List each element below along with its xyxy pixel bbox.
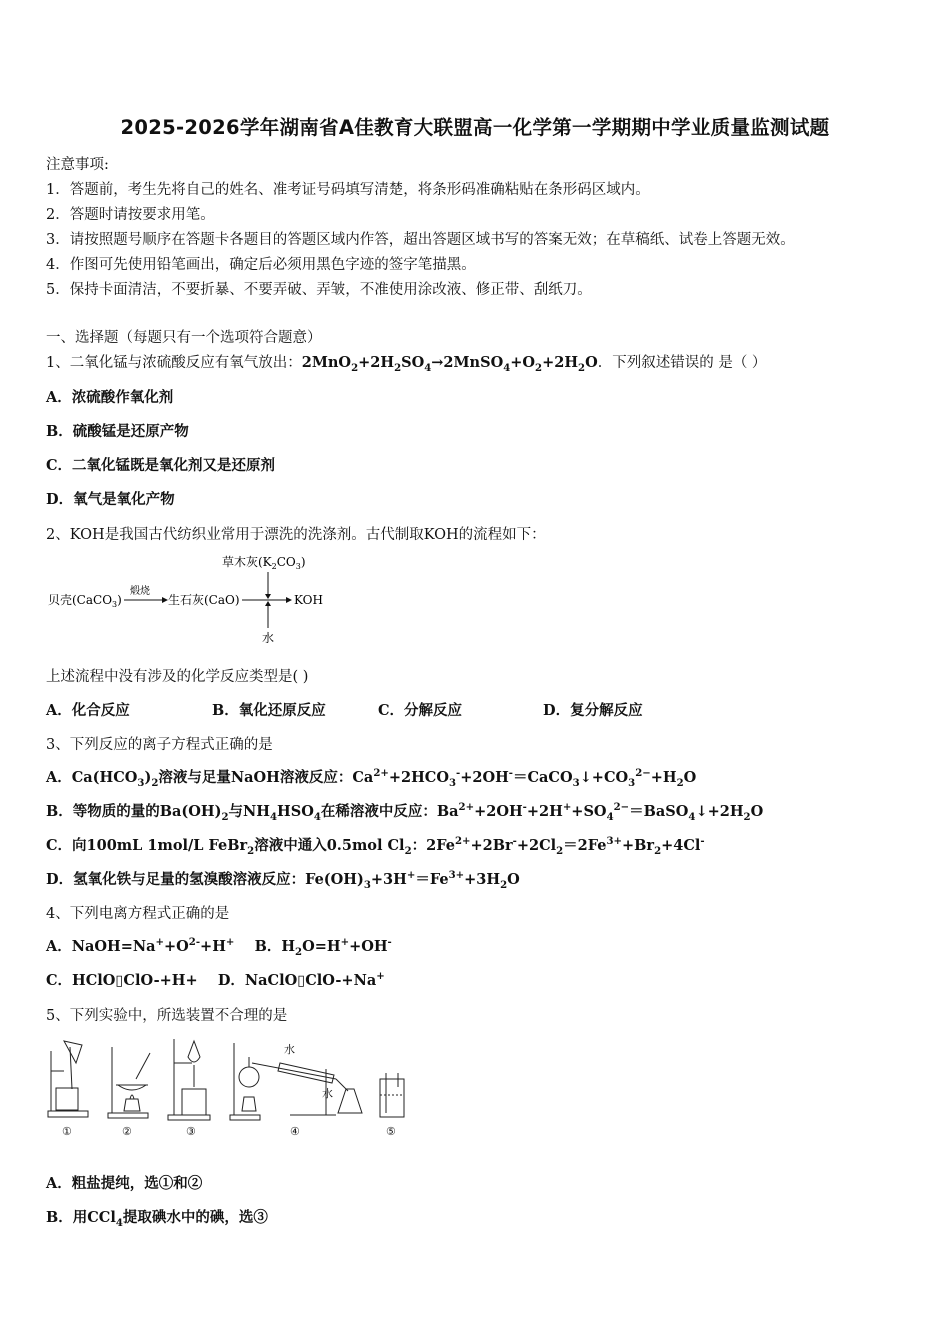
option-c[interactable]: C．向100mL 1mol/L FeBr$_2$溶液中通入0.5mol $Cl_2$：$2Fe^{2+}+2Br^-+2Cl_2=2Fe^{3+}+Br_2+4Cl^-$ [46, 835, 705, 857]
option-d[interactable]: D．氧气是氧化产物 [46, 491, 175, 508]
arrow-head [265, 601, 271, 606]
water-label: 水 [284, 1043, 295, 1056]
apparatus-3 [168, 1039, 210, 1120]
page-title: 2025-2026学年湖南省A佳教育大联盟高一化学第一学期期中学业质量监测试题 [120, 116, 830, 139]
notice-item: 1．答题前，考生先将自己的姓名、准考证号码填写清楚，将条形码准确粘贴在条形码区域内。 [46, 182, 650, 198]
ash-label: 草木灰$(K_2CO_3)$ [222, 555, 306, 571]
option-a[interactable]: A．化合反应 [46, 702, 130, 719]
apparatus-4 [230, 1043, 362, 1120]
notice-item: 5．保持卡面清洁，不要折暴、不要弄破、弄皱，不准使用涂改液、修正带、刮纸刀。 [46, 282, 592, 298]
option-b[interactable]: B．氧化还原反应 [212, 702, 326, 719]
equation: $2MnO_2+2H_2SO_4\to 2MnSO_4+O_2+2H_2O$ [301, 354, 598, 374]
water-label: 水 [262, 631, 275, 645]
apparatus-label: ④ [290, 1125, 300, 1138]
apparatus-2 [108, 1047, 150, 1118]
option-b[interactable]: B．等物质的量的$Ba(OH)_2$与$NH_4HSO_4$在稀溶液中反应：$Ba^{2+}+2OH^-+2H^++SO_4^{2-}=BaSO_4↓+2H_2O$ [46, 801, 764, 823]
question-3-stem: 3、下列反应的离子方程式正确的是 [46, 737, 273, 753]
question-4-stem: 4、下列电离方程式正确的是 [46, 906, 230, 922]
option-c[interactable]: C．二氧化锰既是氧化剂又是还原剂 [46, 457, 276, 474]
notice-heading: 注意事项: [46, 157, 109, 173]
apparatus-1 [48, 1041, 88, 1117]
apparatus-label: ① [62, 1125, 72, 1138]
koh-label: KOH [294, 593, 323, 607]
apparatus-5 [380, 1073, 404, 1117]
option-b[interactable]: B．硫酸锰是还原产物 [46, 423, 189, 440]
notice-item: 3．请按照题号顺序在答题卡各题目的答题区域内作答，超出答题区域书写的答案无效；在草稿纸、试卷上答题无效。 [46, 232, 795, 248]
question-1-stem: 1、二氧化锰与浓硫酸反应有氧气放出：$2MnO_2+2H_2SO_4\to 2MnSO_4+O_2+2H_2O$．下列叙述错误的 是（ ） [46, 354, 767, 374]
option-a[interactable]: A．粗盐提纯，选①和② [46, 1175, 203, 1192]
lime-label: 生石灰(CaO) [168, 593, 240, 607]
option-a[interactable]: A．$Ca(HCO_3)_2$溶液与足量NaOH溶液反应：$Ca^{2+}+2HCO_3^-+2OH^-=CaCO_3↓+CO_3^{2-}+H_2O$ [46, 767, 697, 789]
apparatus-figure [46, 1033, 416, 1141]
question-5-stem: 5、下列实验中，所选装置不合理的是 [46, 1008, 288, 1024]
shell-label: 贝壳(CaCO$_3$) [48, 593, 122, 609]
option-d[interactable]: D．氢氧化铁与足量的氢溴酸溶液反应：$Fe(OH)_3+3H^+=Fe^{3+}+3H_2O$ [46, 869, 520, 891]
koh-flow-diagram [46, 552, 346, 648]
notice-item: 4．作图可先使用铅笔画出，确定后必须用黑色字迹的签字笔描黑。 [46, 257, 476, 273]
option-b[interactable]: B．用CCl$_4$提取碘水中的碘，选③ [46, 1209, 268, 1229]
question-2-prompt: 上述流程中没有涉及的化学反应类型是( ) [46, 669, 309, 685]
option-row-cd[interactable]: C．HClO▯ClO-+H+ D．NaClO▯ClO-+Na+ [46, 970, 385, 989]
apparatus-label: ⑤ [386, 1125, 396, 1138]
question-2-stem: 2、KOH是我国古代纺织业常用于漂洗的洗涤剂。古代制取KOH的流程如下： [46, 527, 546, 543]
notice-item: 2．答题时请按要求用笔。 [46, 207, 215, 223]
apparatus-label: ③ [186, 1125, 196, 1138]
arrow-head [265, 594, 271, 599]
calcine-label: 煅烧 [130, 586, 150, 597]
water-label: 水 [322, 1087, 333, 1100]
apparatus-label: ② [122, 1125, 132, 1138]
option-row-ab[interactable]: A．$NaOH=Na^++O^{2-}+H^+$ B．$H_2O=H^++OH^-$ [46, 936, 392, 958]
arrow-head [286, 597, 292, 603]
option-c[interactable]: C．分解反应 [378, 702, 463, 719]
option-a[interactable]: A．浓硫酸作氧化剂 [46, 389, 174, 406]
section-heading: 一、选择题（每题只有一个选项符合题意） [46, 330, 322, 346]
option-d[interactable]: D．复分解反应 [543, 702, 643, 719]
